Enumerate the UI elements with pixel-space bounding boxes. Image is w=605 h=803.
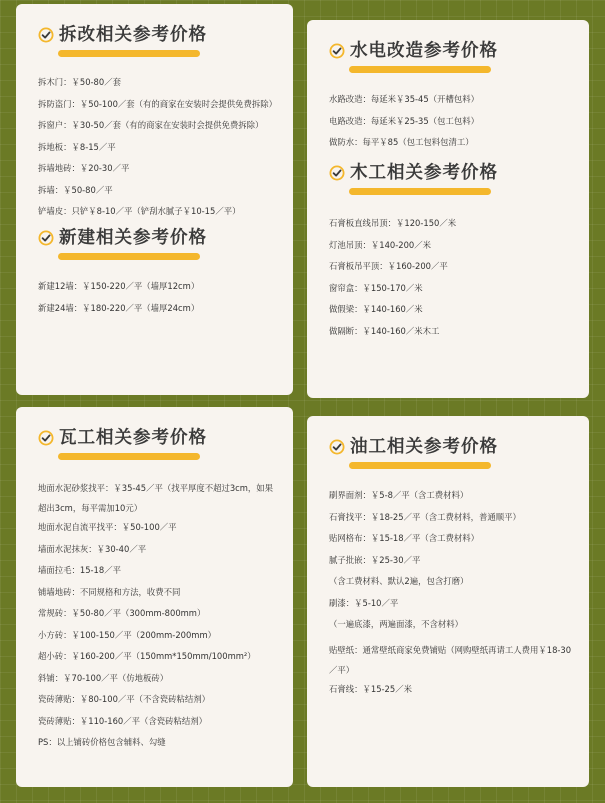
title-underline — [58, 253, 200, 260]
check-circle-icon — [38, 230, 54, 246]
price-item: （含工费材料、默认2遍，包含打磨） — [329, 576, 469, 586]
price-item: 铲墙皮：只铲￥8-10／平（铲刮水腻子￥10-15／平） — [38, 206, 241, 216]
price-item: 墙面水泥抹灰：￥30-40／平 — [38, 543, 147, 554]
price-item: 新建12墙：￥150-220／平（墙厚12cm） — [38, 281, 200, 291]
section-plumbing-electric — [329, 40, 575, 148]
check-circle-icon — [329, 439, 345, 455]
card-plumbing-carpentry — [307, 20, 589, 398]
price-item: 铺墙地砖：不同规格和方法，收费不同 — [38, 586, 181, 597]
price-item: 小方砖：￥100-150／平（200mm-200mm） — [38, 629, 216, 640]
section-title: 水电改造参考价格 — [350, 41, 498, 61]
title-underline — [349, 188, 491, 195]
price-item: 墙面拉毛：15-18／平 — [38, 565, 121, 575]
check-circle-icon — [329, 165, 345, 181]
price-item: 贴壁纸：通常壁纸商家免费铺贴（网购壁纸再请工人费用￥18-30／平） — [329, 644, 572, 675]
price-item: 贴网格布：￥15-18／平（含工费材料） — [329, 533, 479, 543]
section-new-build — [38, 227, 279, 314]
card-masonry — [16, 407, 293, 787]
section-masonry — [38, 427, 279, 748]
price-item: 石膏板吊平顶：￥160-200／平 — [329, 261, 448, 271]
price-item: 做防水：每平￥85（包工包料包清工） — [329, 137, 474, 147]
price-item: 瓷砖薄贴：￥110-160／平（含瓷砖粘结剂） — [38, 715, 207, 726]
section-title: 新建相关参考价格 — [59, 228, 207, 248]
price-item: 石膏找平：￥18-25／平（含工费材料，普通顺平） — [329, 511, 521, 522]
price-item: 拆地板：￥8-15／平 — [38, 141, 116, 152]
price-item: 超小砖：￥160-200／平（150mm*150mm/100mm²） — [38, 651, 256, 661]
price-item: 拆木门：￥50-80／套 — [38, 77, 121, 87]
section-title: 油工相关参考价格 — [350, 437, 498, 457]
check-circle-icon — [38, 27, 54, 43]
card-painting — [307, 416, 589, 787]
section-carpentry — [329, 162, 575, 337]
price-item: PS：以上铺砖价格包含辅料、勾缝 — [38, 737, 166, 747]
section-painting — [329, 436, 575, 695]
price-item: 拆墙：￥50-80／平 — [38, 184, 113, 195]
price-item: 地面水泥砂浆找平：￥35-45／平（找平厚度不超过3cm，如果超出3cm，每平需加10元） — [38, 483, 274, 513]
price-item: 拆窗户：￥30-50／套（有的商家在安装时会提供免费拆除） — [38, 120, 264, 130]
card-demolition — [16, 4, 293, 395]
price-item: 做假梁：￥140-160／米 — [329, 304, 423, 314]
price-item: 灯池吊顶：￥140-200／米 — [329, 239, 431, 250]
section-demolition — [38, 24, 279, 217]
price-item: 新建24墙：￥180-220／平（墙厚24cm） — [38, 302, 200, 313]
price-item: 刷漆：￥5-10／平 — [329, 597, 399, 608]
section-title: 瓦工相关参考价格 — [59, 428, 207, 448]
price-item: 瓷砖薄贴：￥80-100／平（不含瓷砖粘结剂） — [38, 694, 211, 704]
price-item: 水路改造：每延米￥35-45（开槽包料） — [329, 94, 479, 104]
check-circle-icon — [329, 43, 345, 59]
title-underline — [58, 453, 200, 460]
title-underline — [58, 50, 200, 57]
section-title: 拆改相关参考价格 — [59, 25, 207, 45]
title-underline — [349, 462, 491, 469]
price-item: 电路改造：每延米￥25-35（包工包料） — [329, 115, 479, 126]
price-item: 常规砖：￥50-80／平（300mm-800mm） — [38, 608, 206, 618]
price-item: 拆防盗门：￥50-100／套（有的商家在安装时会提供免费拆除） — [38, 98, 278, 109]
price-item: 刷界面剂：￥5-8／平（含工费材料） — [329, 490, 469, 500]
price-item: （一遍底漆，两遍面漆，不含材料） — [329, 619, 463, 629]
title-underline — [349, 66, 491, 73]
section-title: 木工相关参考价格 — [350, 163, 498, 183]
price-item: 石膏线：￥15-25／米 — [329, 683, 412, 694]
price-item: 拆墙地砖：￥20-30／平 — [38, 163, 130, 173]
price-item: 地面水泥自流平找平：￥50-100／平 — [38, 522, 177, 532]
price-item: 窗帘盒：￥150-170／米 — [329, 282, 423, 293]
check-circle-icon — [38, 430, 54, 446]
price-item: 石膏板直线吊顶：￥120-150／米 — [329, 218, 457, 228]
price-item: 腻子批嵌：￥25-30／平 — [329, 554, 421, 565]
price-item: 做隔断：￥140-160／米木工 — [329, 325, 440, 336]
price-item: 斜铺：￥70-100／平（仿地板砖） — [38, 672, 169, 683]
